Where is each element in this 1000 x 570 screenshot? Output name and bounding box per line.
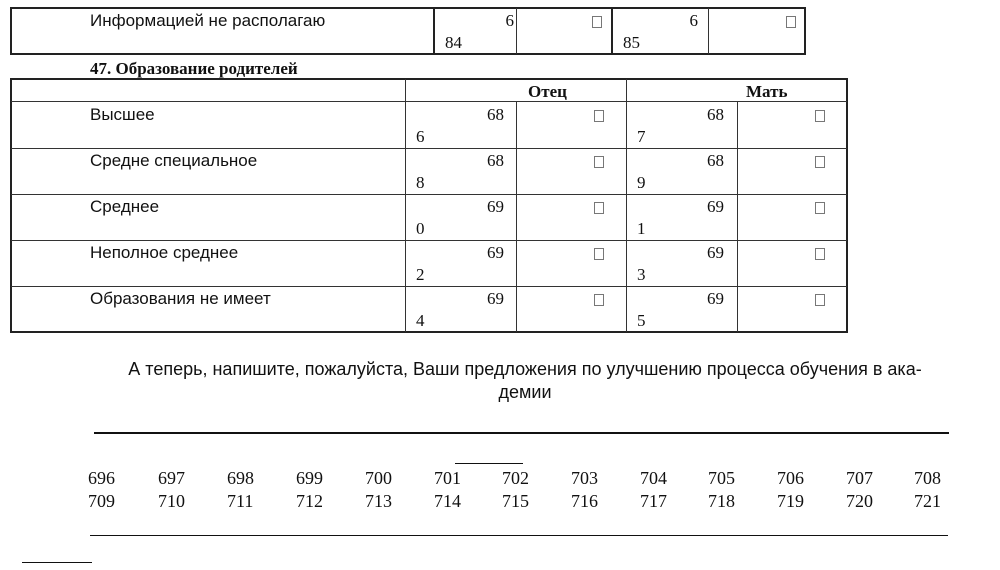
answer-code: 5 xyxy=(637,311,646,330)
option-label: Образования не имеет xyxy=(90,289,271,308)
decorative-line xyxy=(455,463,523,464)
checkbox[interactable] xyxy=(594,110,604,122)
header-divider xyxy=(11,101,847,102)
checkbox[interactable] xyxy=(815,248,825,260)
answer-line[interactable] xyxy=(94,432,949,434)
answer-code: 1 xyxy=(637,219,646,238)
code-number: 700 xyxy=(365,468,392,488)
prompt-line: А теперь, напишите, пожалуйста, Ваши предложения по улучшению процесса обучения в ака- xyxy=(128,359,922,379)
divider xyxy=(433,8,435,54)
code-number: 706 xyxy=(777,468,804,488)
answer-code: 68 xyxy=(707,151,724,170)
answer-code: 7 xyxy=(637,127,646,146)
checkbox[interactable] xyxy=(815,110,825,122)
code-number: 708 xyxy=(914,468,941,488)
option-label: Средне специальное xyxy=(90,151,258,170)
answer-code: 6 xyxy=(416,127,425,146)
checkbox[interactable] xyxy=(815,156,825,168)
row-divider xyxy=(11,194,847,195)
code-number: 701 xyxy=(434,468,461,488)
code-number: 713 xyxy=(365,491,392,511)
code-number: 718 xyxy=(708,491,735,511)
answer-code: 69 xyxy=(487,197,504,216)
option-label: Неполное среднее xyxy=(90,243,239,262)
divider xyxy=(626,79,627,332)
code-number: 712 xyxy=(296,491,323,511)
answer-code: 69 xyxy=(707,243,724,262)
code-number: 707 xyxy=(846,468,873,488)
answer-code: 68 xyxy=(707,105,724,124)
answer-code: 68 xyxy=(487,151,504,170)
code-number: 719 xyxy=(777,491,804,511)
column-header-mother: Мать xyxy=(746,82,788,101)
code-number: 711 xyxy=(227,491,254,511)
row-divider xyxy=(11,286,847,287)
answer-code: 6 xyxy=(689,11,698,30)
code-number: 698 xyxy=(227,468,254,488)
answer-code: 69 xyxy=(707,197,724,216)
answer-code: 3 xyxy=(637,265,646,284)
answer-code: 4 xyxy=(416,311,425,330)
answer-code: 0 xyxy=(416,219,425,238)
code-number: 704 xyxy=(640,468,667,488)
option-label: Среднее xyxy=(90,197,160,216)
code-number: 696 xyxy=(88,468,115,488)
answer-code: 85 xyxy=(623,33,640,52)
row-divider xyxy=(11,240,847,241)
option-label: Информацией не располагаю xyxy=(90,11,326,30)
answer-code: 8 xyxy=(416,173,425,192)
row-divider xyxy=(11,148,847,149)
code-number: 720 xyxy=(846,491,873,511)
open-question-prompt xyxy=(90,358,960,404)
code-number: 715 xyxy=(502,491,529,511)
code-number: 717 xyxy=(640,491,667,511)
code-number: 705 xyxy=(708,468,735,488)
code-number: 703 xyxy=(571,468,598,488)
column-header-father: Отец xyxy=(528,82,567,101)
answer-code: 69 xyxy=(487,243,504,262)
code-number: 697 xyxy=(158,468,185,488)
code-number: 714 xyxy=(434,491,461,511)
divider xyxy=(708,8,709,54)
checkbox[interactable] xyxy=(594,294,604,306)
code-number: 709 xyxy=(88,491,115,511)
checkbox[interactable] xyxy=(815,294,825,306)
code-number: 702 xyxy=(502,468,529,488)
answer-code: 69 xyxy=(707,289,724,308)
checkbox[interactable] xyxy=(594,202,604,214)
answer-code: 84 xyxy=(445,33,462,52)
option-label: Высшее xyxy=(90,105,155,124)
code-number: 716 xyxy=(571,491,598,511)
checkbox[interactable] xyxy=(786,16,796,28)
code-number: 710 xyxy=(158,491,185,511)
checkbox[interactable] xyxy=(594,248,604,260)
divider xyxy=(737,101,738,332)
answer-code: 6 xyxy=(505,11,514,30)
code-number: 721 xyxy=(914,491,941,511)
answer-code: 68 xyxy=(487,105,504,124)
answer-line[interactable] xyxy=(90,535,948,536)
answer-code: 2 xyxy=(416,265,425,284)
answer-code: 69 xyxy=(487,289,504,308)
prompt-line: демии xyxy=(498,382,552,402)
footnote-line xyxy=(22,562,92,563)
question-title: 47. Образование родителей xyxy=(90,59,298,78)
divider xyxy=(405,79,406,332)
checkbox[interactable] xyxy=(815,202,825,214)
checkbox[interactable] xyxy=(592,16,602,28)
checkbox[interactable] xyxy=(594,156,604,168)
divider xyxy=(516,101,517,332)
divider xyxy=(516,8,517,54)
code-number: 699 xyxy=(296,468,323,488)
answer-code: 9 xyxy=(637,173,646,192)
divider xyxy=(611,8,613,54)
